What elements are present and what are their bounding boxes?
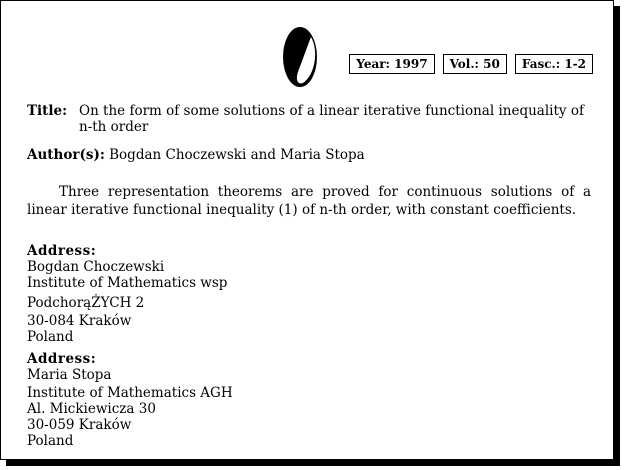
address-line: 30-084 Kraków [27, 313, 132, 329]
address-line: Al. Mickiewicza 30 [27, 401, 156, 417]
authors-names: Bogdan Choczewski and Maria Stopa [109, 147, 365, 163]
address-line: Institute of Mathematics AGH [27, 385, 233, 401]
title-field [27, 103, 591, 135]
volume-badge: Vol.: 50 [443, 54, 507, 74]
fascicle-badge: Fasc.: 1-2 [515, 54, 593, 74]
authors-label: Author(s): [27, 147, 105, 163]
address-line: Poland [27, 329, 74, 345]
paper-title: On the form of some solutions of a linear iterative functional inequality of n-th order [79, 103, 584, 135]
address-block-2 [27, 351, 233, 449]
address-line: 30-059 Kraków [27, 417, 132, 433]
address-label: Address: [27, 243, 97, 259]
journal-logo-icon [281, 25, 319, 89]
title-label: Title: [27, 103, 68, 119]
address-label: Address: [27, 351, 97, 367]
address-block-1 [27, 243, 227, 345]
address-line: PodchorąŻYCH 2 [27, 295, 145, 311]
abstract: Three representation theorems are proved for continuous solutions of a linear iterative functional inequality (1) of n-th order, with constant coefficients. [27, 184, 591, 218]
address-line: Maria Stopa [27, 367, 112, 383]
address-line: Institute of Mathematics wsp [27, 275, 228, 291]
authors-field [27, 147, 365, 163]
address-line: Poland [27, 433, 74, 449]
issue-info [349, 54, 593, 74]
year-badge: Year: 1997 [349, 54, 434, 74]
address-line: Bogdan Choczewski [27, 259, 165, 275]
